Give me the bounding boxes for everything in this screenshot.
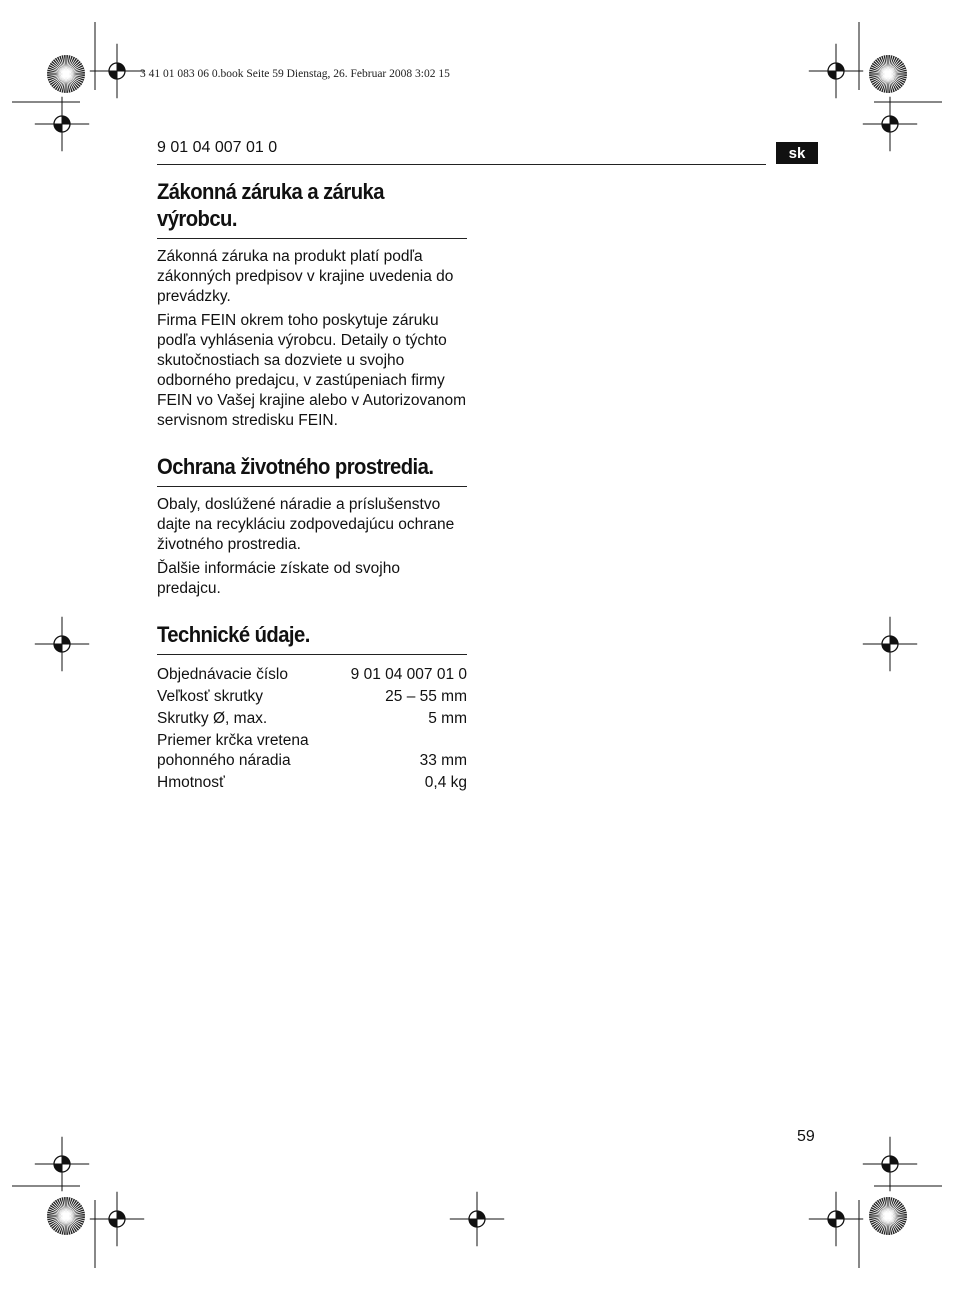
warranty-paragraph: Zákonná záruka na produkt platí podľa zákonných predpisov v krajine uvedenia do prevádzky. <box>157 248 454 305</box>
spec-value: 9 01 04 007 01 0 <box>350 666 467 683</box>
registration-crosshair <box>863 97 917 151</box>
registration-crosshair <box>35 97 89 151</box>
spec-label: Veľkosť skrutky <box>157 688 263 705</box>
warranty-heading-line2: výrobcu. <box>157 206 237 231</box>
content-column <box>157 178 467 817</box>
table-row <box>157 687 467 709</box>
book-info-line: 3 41 01 083 06 0.book Seite 59 Dienstag, 26. Februar 2008 3:02 15 <box>140 68 450 80</box>
environment-paragraph: Ďalšie informácie získate od svojho predajcu. <box>157 560 400 597</box>
spec-label: Priemer krčka vretena pohonného náradia <box>157 732 309 769</box>
spec-value: 25 – 55 mm <box>385 688 467 705</box>
spec-value: 0,4 kg <box>424 774 467 791</box>
table-row <box>157 773 467 795</box>
registration-crosshair <box>809 1192 863 1246</box>
spec-label: Hmotnosť <box>157 774 225 791</box>
section-rule <box>157 654 467 655</box>
warranty-section <box>157 178 467 431</box>
language-tag: sk <box>776 142 818 164</box>
environment-section <box>157 453 467 599</box>
technical-section <box>157 621 467 795</box>
registration-crosshair <box>450 1192 504 1246</box>
registration-crosshair <box>90 1192 144 1246</box>
section-rule <box>157 486 467 487</box>
registration-crosshair <box>35 617 89 671</box>
registration-starburst <box>47 1197 85 1235</box>
registration-starburst <box>47 55 85 93</box>
technical-heading: Technické údaje. <box>157 622 310 647</box>
document-number: 9 01 04 007 01 0 <box>157 139 278 156</box>
table-row <box>157 665 467 687</box>
environment-heading: Ochrana životného prostredia. <box>157 454 434 479</box>
warranty-heading <box>157 178 470 238</box>
table-row <box>157 709 467 731</box>
section-rule <box>157 238 467 239</box>
header-rule <box>157 164 766 165</box>
registration-starburst <box>869 55 907 93</box>
registration-crosshair <box>35 1137 89 1191</box>
registration-crosshair <box>90 44 144 98</box>
registration-crosshair <box>863 1137 917 1191</box>
environment-paragraph: Obaly, doslúžené náradie a príslušenstvo dajte na recykláciu zodpovedajúcu ochrane životného prostredia. <box>157 496 455 553</box>
specs-table <box>157 665 467 795</box>
registration-crosshair <box>809 44 863 98</box>
spec-label: Skrutky Ø, max. <box>157 710 268 727</box>
spec-value: 5 mm <box>428 710 467 727</box>
table-row <box>157 731 467 773</box>
spec-label: Objednávacie číslo <box>157 666 288 683</box>
warranty-heading-line1: Zákonná záruka a záruka <box>157 179 384 204</box>
registration-crosshair <box>863 617 917 671</box>
page-number: 59 <box>797 1128 815 1145</box>
warranty-paragraph: Firma FEIN okrem toho poskytuje záruku podľa vyhlásenia výrobcu. Detaily o týchto skutočnostiach sa dozviete u svojho odborného predajcu, v zastúpeniach firmy FEIN vo Vašej krajine alebo v Autorizovanom servisnom stredisku FEIN. <box>157 312 467 429</box>
spec-value: 33 mm <box>419 752 467 769</box>
registration-starburst <box>869 1197 907 1235</box>
